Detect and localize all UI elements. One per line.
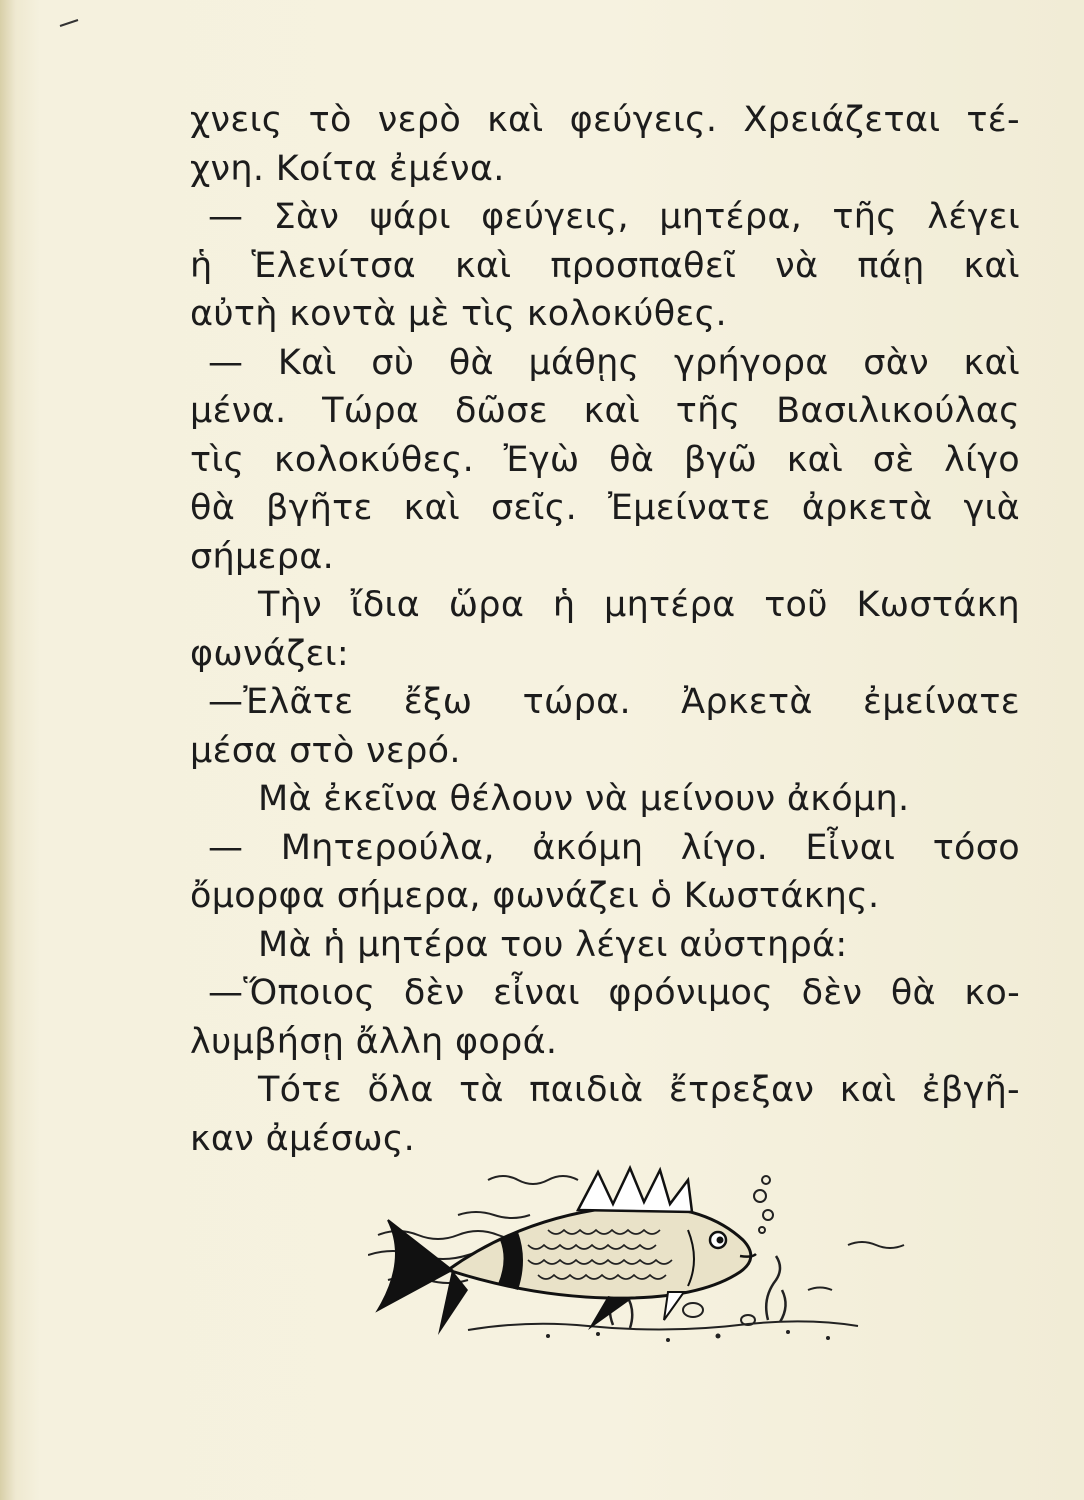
fish-icon — [368, 1160, 928, 1350]
word: ἔξω — [403, 682, 473, 722]
word: σεῖς. — [490, 488, 578, 528]
word: ψάρι — [369, 197, 451, 237]
word: εἶναι — [493, 973, 580, 1013]
word: ἡ — [552, 585, 576, 625]
word: Τότε — [258, 1070, 342, 1110]
word: νὰ — [775, 245, 819, 286]
text-line — [190, 581, 1020, 630]
word: γιὰ — [963, 488, 1020, 528]
text-line: λυμβήσῃ ἄλλη φορά. — [190, 1021, 558, 1062]
word: θὰ — [609, 439, 655, 480]
word: μένα. — [190, 391, 287, 431]
text-line: ὄμορφα σήμερα, φωνάζει ὁ Κωστάκης. — [190, 876, 880, 916]
word: θὰ — [890, 973, 936, 1013]
word: καὶ — [454, 245, 512, 286]
word: τώρα. — [522, 682, 631, 722]
word: Ἀρκετὰ — [681, 682, 813, 722]
word: Ἐμείνατε — [607, 488, 771, 528]
word: σὺ — [371, 342, 415, 383]
word: ἡ — [190, 245, 213, 286]
text-line: Μὰ ἡ μητέρα του λέγει αὐστηρά: — [258, 924, 848, 965]
word: — — [208, 827, 244, 868]
word: σὲ — [872, 439, 915, 480]
text-line — [190, 969, 1020, 1018]
word: δῶσε — [454, 391, 548, 431]
word: ἔτρεξαν — [668, 1070, 815, 1110]
word: καὶ — [963, 245, 1020, 286]
word: προσπαθεῖ — [550, 245, 737, 286]
word: φεύγεις. — [569, 100, 718, 140]
text-line — [190, 193, 1020, 242]
word: τὸ — [308, 100, 352, 140]
text-line: αὐτὴ κοντὰ μὲ τὶς κολοκύθες. — [190, 294, 727, 334]
word: ὥρα — [448, 585, 525, 625]
word: καὶ — [786, 439, 844, 480]
word: δὲν — [801, 973, 863, 1013]
text-line — [190, 387, 1020, 436]
word: νερὸ — [377, 100, 462, 140]
word: ἀρκετὰ — [801, 488, 933, 528]
word: γρήγορα — [674, 342, 829, 383]
word: —Ὅποιος — [208, 973, 376, 1013]
text-line: φωνάζει: — [190, 633, 350, 674]
word: θὰ — [190, 488, 236, 528]
word: σὰν — [863, 342, 929, 383]
text-line: σήμερα. — [190, 536, 335, 577]
text-line — [190, 339, 1020, 388]
word: —Ἐλᾶτε — [208, 682, 354, 722]
word: Χρειάζεται — [743, 100, 941, 140]
word: καὶ — [963, 342, 1020, 383]
text-line: χνη. Κοίτα ἐμένα. — [190, 148, 505, 189]
word: τόσο — [932, 827, 1020, 868]
word: μητέρα, — [659, 197, 803, 237]
word: δὲν — [403, 973, 465, 1013]
word: Μητερούλα, — [280, 827, 495, 868]
page-gutter — [0, 0, 16, 1500]
word: λέγει — [927, 197, 1020, 237]
corner-mark — [58, 18, 80, 28]
word: ἐβγῆ- — [921, 1070, 1020, 1110]
word: Ἑλενίτσα — [251, 245, 417, 286]
word: παιδιὰ — [529, 1070, 644, 1110]
word: κο- — [964, 973, 1020, 1013]
word: Τώρα — [322, 391, 420, 431]
word: φεύγεις, — [481, 197, 629, 237]
text-line — [190, 484, 1020, 533]
text-line: μέσα στὸ νερό. — [190, 730, 461, 771]
word: λίγο — [944, 439, 1020, 480]
word: Τὴν — [258, 585, 323, 625]
word: ὅλα — [367, 1070, 434, 1110]
word: ἀκόμη — [532, 827, 644, 868]
word: τῆς — [675, 391, 741, 431]
word: μητέρα — [604, 585, 736, 625]
word: βγῆτε — [265, 488, 373, 528]
story-text — [190, 96, 1020, 1163]
word: λίγο. — [680, 827, 768, 868]
text-line — [190, 1066, 1020, 1115]
word: Κωστάκη — [856, 585, 1020, 625]
word: πάῃ — [857, 245, 925, 286]
text-line — [190, 824, 1020, 873]
word: τὶς — [190, 439, 245, 480]
word: χνεις — [190, 100, 283, 140]
word: Σὰν — [273, 197, 340, 237]
word: τῆς — [832, 197, 898, 237]
word: ἐμείνατε — [863, 682, 1020, 722]
word: καὶ — [839, 1070, 897, 1110]
word: βγῶ — [683, 439, 758, 480]
word: — — [208, 197, 244, 237]
text-line — [190, 242, 1020, 291]
text-line: καν ἀμέσως. — [190, 1118, 416, 1159]
word: θὰ — [448, 342, 494, 383]
word: τὰ — [459, 1070, 504, 1110]
word: Βασιλικούλας — [776, 391, 1020, 431]
text-line — [190, 678, 1020, 727]
word: κολοκύθες. — [273, 439, 475, 480]
word: τέ- — [966, 100, 1020, 140]
word: — — [208, 342, 244, 383]
word: φρόνιμος — [608, 973, 774, 1013]
word: καὶ — [403, 488, 461, 528]
text-line — [190, 96, 1020, 145]
word: τοῦ — [764, 585, 828, 625]
word: μάθῃς — [528, 342, 640, 383]
word: Εἶναι — [805, 827, 896, 868]
text-line: Μὰ ἐκεῖνα θέλουν νὰ μείνουν ἀκόμη. — [258, 779, 910, 819]
word: Καὶ — [277, 342, 337, 383]
text-line — [190, 436, 1020, 485]
word: καὶ — [487, 100, 544, 140]
word: καὶ — [583, 391, 641, 431]
word: ἴδια — [350, 585, 421, 625]
word: Ἐγὼ — [503, 439, 580, 480]
